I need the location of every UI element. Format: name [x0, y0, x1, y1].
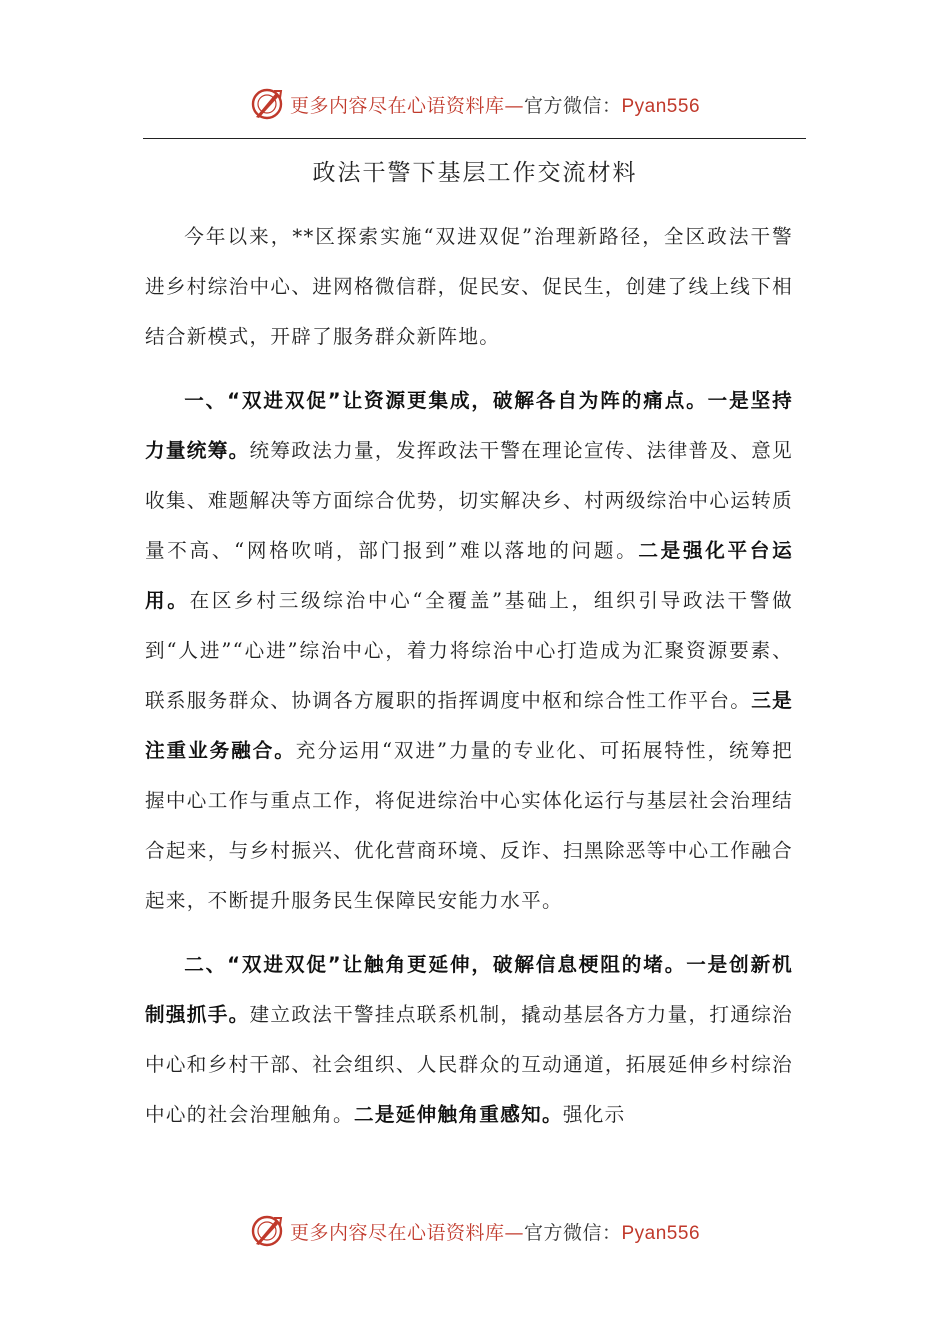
watermark-brand: 更多内容尽在心语资料库: [289, 94, 505, 117]
watermark-wechat-label: 官方微信：: [523, 94, 622, 117]
section-1-point-2-lead: 二是强化平台运用。: [145, 539, 793, 612]
section-2-point-2-lead: 二是延伸触角重感知。: [353, 1103, 563, 1126]
watermark-wechat-id: Pyan556: [621, 1222, 701, 1244]
watermark-wechat-label: 官方微信：: [523, 1221, 622, 1244]
section-1-point-2-text: 在区乡村三级综治中心“全覆盖”基础上，组织引导政法干警做到“人进”“心进”综治中心，着力将综治中心打造成为汇聚资源要素、联系服务群众、协调各方履职的指挥调度中枢和综合性工作平台。: [145, 589, 793, 712]
section-2-point-2-text: 强化示: [562, 1103, 626, 1126]
quill-seal-icon: [250, 87, 284, 121]
section-1-point-1-lead: 一是坚持力量统筹。: [145, 389, 793, 462]
intro-text: 今年以来，**区探索实施“双进双促”治理新路径，全区政法干警进乡村综治中心、进网格微信群，促民安、促民生，创建了线上线下相结合新模式，开辟了服务群众新阵地。: [145, 225, 793, 348]
document-title: 政法干警下基层工作交流材料: [312, 160, 638, 186]
section-1-heading: 一、“双进双促”让资源更集成，破解各自为阵的痛点。: [184, 389, 708, 412]
watermark-footer: [0, 1211, 950, 1251]
section-2-point-1-text: 建立政法干警挂点联系机制，撬动基层各方力量，打通综治中心和乡村干部、社会组织、人民群众的互动通道，拓展延伸乡村综治中心的社会治理触角。: [145, 1003, 793, 1126]
section-1-point-1-text: 统筹政法力量，发挥政法干警在理论宣传、法律普及、意见收集、难题解决等方面综合优势，切实解决乡、村两级综治中心运转质量不高、“网格吹哨，部门报到”难以落地的问题。: [145, 439, 793, 562]
section-2-paragraph: [145, 940, 793, 1140]
watermark-brand: 更多内容尽在心语资料库: [289, 1221, 505, 1244]
header-divider: [143, 138, 806, 139]
watermark-dash: —: [504, 94, 524, 117]
watermark-dash: —: [504, 1221, 524, 1244]
watermark-text: [290, 1218, 700, 1245]
section-1-point-3-text: 充分运用“双进”力量的专业化、可拓展特性，统筹把握中心工作与重点工作，将促进综治中心实体化运行与基层社会治理结合起来，与乡村振兴、优化营商环境、反诈、扫黑除恶等中心工作融合起来，不断提升服务民生保障民安能力水平。: [145, 739, 793, 912]
section-1-point-3-lead: 三是注重业务融合。: [145, 689, 794, 762]
intro-paragraph: [145, 212, 793, 362]
watermark-wechat-id: Pyan556: [621, 95, 701, 117]
section-1-paragraph: [145, 376, 793, 926]
section-2-heading: 二、“双进双促”让触角更延伸，破解信息梗阻的堵。: [184, 953, 687, 976]
quill-seal-icon: [250, 1214, 284, 1248]
document-body: [145, 212, 793, 1140]
watermark-text: [290, 91, 700, 118]
section-2-point-1-lead: 一是创新机制强抓手。: [145, 953, 793, 1026]
watermark-header: [0, 84, 950, 124]
